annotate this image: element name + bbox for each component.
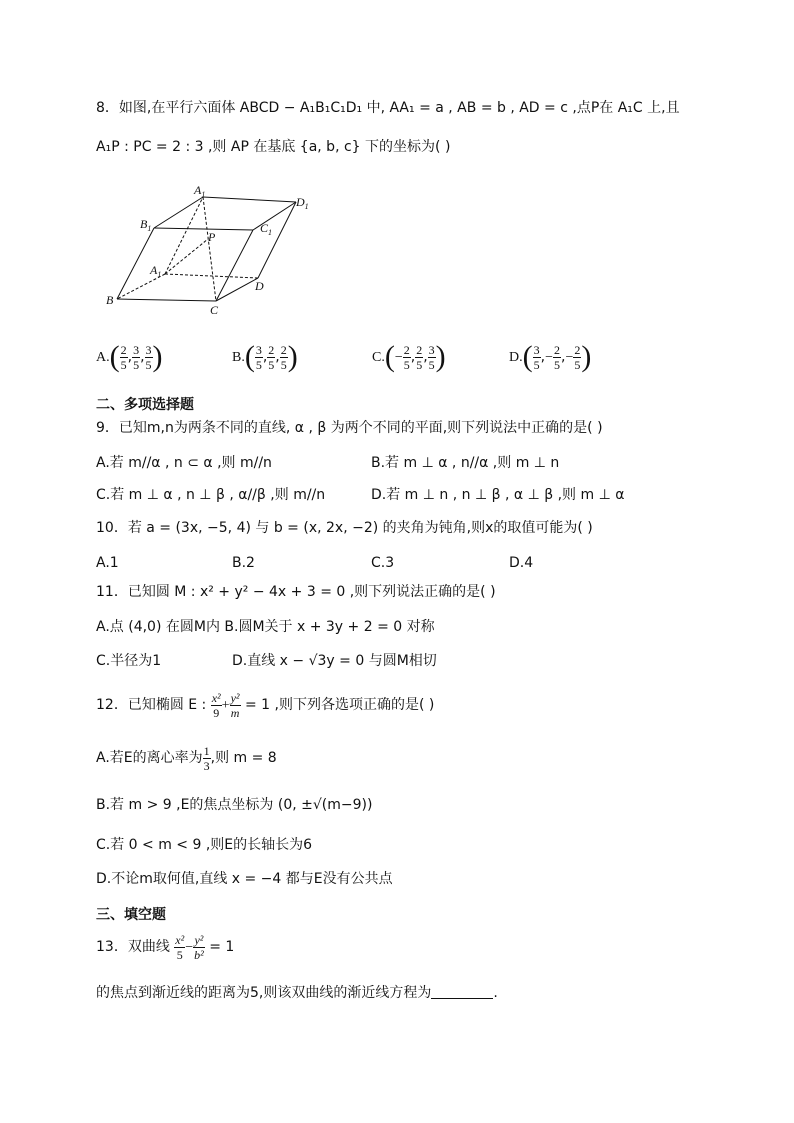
diag-a1-c bbox=[203, 197, 216, 301]
label-p: P bbox=[208, 230, 216, 244]
label-a1: $A_1$ bbox=[194, 183, 206, 199]
q11-stem: 11．已知圆 M : x² + y² − 4x + 3 = 0 ,则下列说法正确的是( ) bbox=[96, 584, 496, 600]
q12-option-a[interactable]: A.若E的离心率为 $\frac{1}{3}$ ,则 m = 8 bbox=[96, 743, 277, 773]
q8-option-d[interactable]: D.( $\frac{3}{5}$ ,− $\frac{2}{5}$ ,− $\frac{2}{5}$ ) bbox=[509, 340, 592, 373]
section-heading-fill-in: 三、填空题 bbox=[96, 907, 166, 923]
q9-option-b[interactable]: B.若 m ⊥ α , n//α ,则 m ⊥ n bbox=[371, 455, 560, 471]
q12-option-b[interactable]: B.若 m > 9 ,E的焦点坐标为 (0, ±√(m−9)) bbox=[96, 797, 373, 813]
edge-a-d bbox=[165, 274, 258, 278]
q9-option-d[interactable]: D.若 m ⊥ n , n ⊥ β , α ⊥ β ,则 m ⊥ α bbox=[371, 487, 625, 503]
q9-stem: 9．已知m,n为两条不同的直线, α , β 为两个不同的平面,则下列说法中正确的是( ) bbox=[96, 420, 603, 436]
q9-option-c[interactable]: C.若 m ⊥ α , n ⊥ β , α//β ,则 m//n bbox=[96, 487, 326, 503]
q9-option-a[interactable]: A.若 m//α , n ⊂ α ,则 m//n bbox=[96, 455, 272, 471]
q10-option-d[interactable]: D.4 bbox=[509, 555, 534, 571]
q12-option-c[interactable]: C.若 0 < m < 9 ,则E的长轴长为6 bbox=[96, 837, 313, 853]
q8-option-c[interactable]: C.(− $\frac{2}{5}$ , $\frac{2}{5}$ , $\frac{3}{5}$ ) bbox=[372, 340, 446, 373]
q10-stem: 10．若 a = (3x, −5, 4) 与 b = (x, 2x, −2) 的夹角为钝角,则x的取值可能为( ) bbox=[96, 520, 593, 536]
label-b: B bbox=[106, 293, 114, 307]
q8-stem-line1: 8．如图,在平行六面体 ABCD − A₁B₁C₁D₁ 中, AA₁ = a , AB = b , AD = c ,点P在 A₁C 上,且 bbox=[96, 100, 680, 116]
edge-b1-a1 bbox=[154, 197, 203, 228]
q12-stem: 12．已知椭圆 E : $\frac{\text{x²}}{9}$ + $\frac{\text{y²}}{m}$ = 1 ,则下列各选项正确的是( ) bbox=[96, 690, 435, 720]
label-c: C bbox=[210, 303, 219, 317]
label-c1: $C_1$ bbox=[260, 221, 273, 237]
label-a: $A_1$ bbox=[150, 263, 162, 279]
q13-stem: 13．双曲线 $\frac{\text{x²}}{5}$ − $\frac{\text{y²}}{\text{b²}}$ = 1 bbox=[96, 932, 235, 962]
q8-option-a[interactable]: A.( $\frac{2}{5}$ , $\frac{3}{5}$ , $\frac{3}{5}$ ) bbox=[96, 340, 163, 373]
edge-a1-d1 bbox=[203, 197, 296, 202]
label-d1: $D_1$ bbox=[296, 195, 309, 211]
edge-b1-c1 bbox=[154, 228, 253, 230]
q11-option-d[interactable]: D.直线 x − √3y = 0 与圆M相切 bbox=[232, 653, 437, 669]
q13-line2: 的焦点到渐近线的距离为5,则该双曲线的渐近线方程为 . bbox=[96, 985, 498, 1001]
answer-blank[interactable] bbox=[431, 984, 493, 999]
segment-a-p bbox=[165, 239, 208, 274]
q11-option-c[interactable]: C.半径为1 bbox=[96, 653, 162, 669]
q11-options-a-b[interactable]: A.点 (4,0) 在圆M内 B.圆M关于 x + 3y + 2 = 0 对称 bbox=[96, 619, 435, 635]
q8-option-b[interactable]: B.( $\frac{3}{5}$ , $\frac{2}{5}$ , $\frac{2}{5}$ ) bbox=[232, 340, 298, 373]
edge-b-b1 bbox=[117, 228, 154, 299]
edge-b-c bbox=[117, 299, 216, 301]
q10-option-a[interactable]: A.1 bbox=[96, 555, 119, 571]
q10-option-b[interactable]: B.2 bbox=[232, 555, 255, 571]
q8-stem-line2: A₁P : PC = 2 : 3 ,则 AP 在基底 {a, b, c} 下的坐标为( ) bbox=[96, 139, 451, 155]
label-d: D bbox=[255, 279, 264, 293]
section-heading-multiple-choice: 二、多项选择题 bbox=[96, 397, 194, 413]
q10-option-c[interactable]: C.3 bbox=[371, 555, 395, 571]
parallelepiped-figure bbox=[100, 182, 309, 322]
edge-d-d1 bbox=[258, 202, 296, 278]
label-b1: $B_1$ bbox=[140, 217, 152, 233]
q12-option-d[interactable]: D.不论m取何值,直线 x = −4 都与E没有公共点 bbox=[96, 871, 393, 887]
